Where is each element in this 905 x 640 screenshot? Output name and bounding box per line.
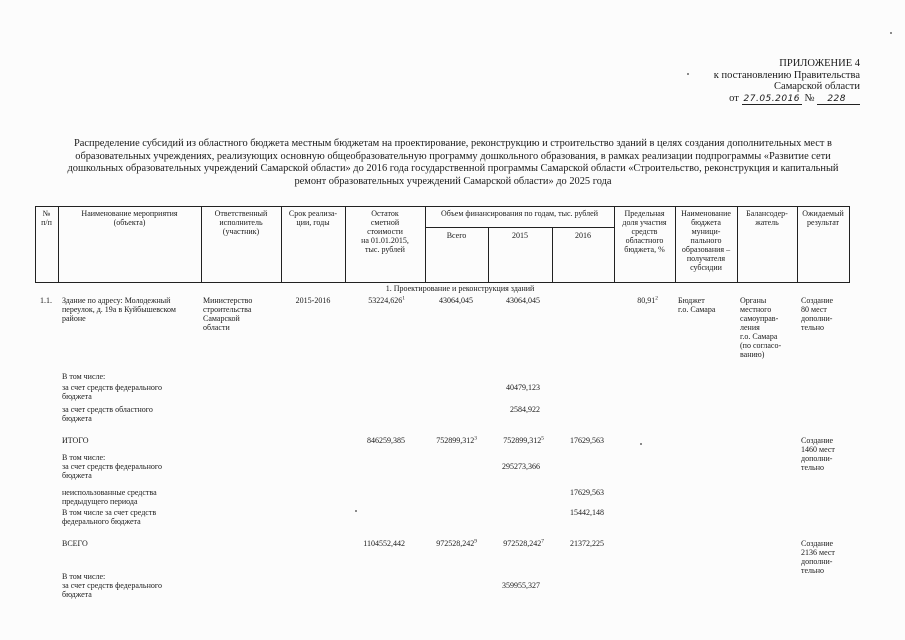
- number-prefix: №: [804, 92, 815, 104]
- grid-line: [35, 282, 849, 283]
- title-line-1: Распределение субсидий из областного бюджета местным бюджетам на проектирование, реконструкцию и строительство зданий в целях создания дополнительных мест в: [74, 138, 832, 149]
- unused-fed-label: В том числе за счет средств федерального бюджета: [62, 508, 157, 526]
- itogo-fed-2015: 295273,366: [502, 462, 540, 471]
- row-1-1-result: Создание 80 мест дополни- тельно: [801, 296, 834, 332]
- appendix-line-2: к постановлению Правительства: [713, 69, 860, 81]
- vsego-balance: 1104552,442: [363, 539, 405, 548]
- row-1-1-2015: 43064,045: [506, 296, 540, 305]
- title-line-2: образовательных учреждениях, реализующих основную общеобразовательную программу дошкольного образования, в рамках реализации подпрограммы «Развитие сети: [75, 150, 831, 162]
- section-title: 1. Проектирование и реконструкция зданий: [385, 284, 535, 293]
- scan-speck: [640, 443, 642, 445]
- row-1-1-balance: 53224,626$^1$: [368, 295, 405, 305]
- row-1-1-fed-2015: 40479,123: [506, 383, 540, 392]
- appendix-line-3: Самарской области: [774, 81, 860, 92]
- itogo-balance: 846259,385: [367, 436, 405, 445]
- row-1-1-reg-label: за счет средств областного бюджета: [62, 405, 153, 423]
- row-1-1-executor: Министерство строительства Самарской области: [203, 296, 253, 332]
- vsego-fed-2015: 359955,327: [502, 581, 540, 590]
- col-2015-header: 2015: [512, 231, 528, 240]
- scan-speck: [687, 73, 689, 75]
- row-1-1-incl-label: В том числе:: [62, 372, 106, 381]
- col-term-header: Срок реализа- ции, годы: [288, 209, 338, 227]
- itogo-2016: 17629,563: [570, 436, 604, 445]
- row-1-1-fed-label: за счет средств федерального бюджета: [62, 383, 162, 401]
- col-2016-header: 2016: [575, 231, 591, 240]
- vsego-2016: 21372,225: [570, 539, 604, 548]
- date-prefix: от: [729, 92, 739, 104]
- grid-line: [35, 206, 849, 207]
- date-value: 27.05.2016: [743, 93, 801, 104]
- unused-2016: 17629,563: [570, 488, 604, 497]
- itogo-label: ИТОГО: [62, 436, 89, 445]
- itogo-incl-label: В том числе:: [62, 453, 106, 462]
- itogo-2015: 752899,312$^5$: [503, 435, 544, 445]
- title-line-3: дошкольных образовательных учреждений Самарской области» до 2016 года государственной программы Самарской области «Строительство, реконструкция и капитальный: [67, 163, 839, 174]
- col-name-header: Наименование мероприятия (объекта): [81, 209, 178, 227]
- number-value: 228: [817, 94, 860, 105]
- row-1-1-term: 2015-2016: [295, 296, 331, 305]
- appendix-title: ПРИЛОЖЕНИЕ 4: [779, 58, 860, 69]
- col-executor-header: Ответственный исполнитель (участник): [214, 209, 268, 236]
- col-num-header: № п/п: [41, 209, 52, 227]
- col-result-header: Ожидаемый результат: [802, 209, 844, 227]
- unused-label: неиспользованные средства предыдущего периода: [62, 488, 157, 506]
- scan-speck: [355, 510, 357, 512]
- row-1-1-reg-2015: 2584,922: [510, 405, 540, 414]
- vsego-label: ВСЕГО: [62, 539, 88, 548]
- row-1-1-holder: Органы местного самоуправ- ления г.о. Самара (по согласо- ванию): [740, 296, 782, 359]
- row-1-1-share: 80,91$^2$: [637, 295, 658, 305]
- itogo-total: 752899,312$^3$: [436, 435, 477, 445]
- row-1-1-name: Здание по адресу: Молодежный переулок, д. 19а в Куйбышевском районе: [62, 296, 176, 323]
- row-1-1-num: 1.1.: [40, 296, 52, 305]
- itogo-result: Создание 1460 мест дополни- тельно: [801, 436, 835, 472]
- vsego-total: 972528,242$^9$: [436, 538, 477, 548]
- document-title: [22, 138, 884, 188]
- row-1-1-total: 43064,045: [439, 296, 473, 305]
- col-share-header: Предельная доля участия средств областного бюджета, %: [622, 209, 667, 254]
- col-balance-header: Остаток сметной стоимости на 01.01.2015, тыс. рублей: [361, 209, 409, 254]
- appendix-date-line: [660, 93, 860, 106]
- appendix-header: [660, 58, 860, 105]
- col-funding-group-header: Объем финансирования по годам, тыс. рублей: [441, 209, 598, 218]
- col-budget-header: Наименование бюджета муници- пального образования – получателя субсидии: [681, 209, 731, 272]
- vsego-incl-label: В том числе:: [62, 572, 106, 581]
- row-1-1-budget: Бюджет г.о. Самара: [678, 296, 716, 314]
- itogo-fed-label: за счет средств федерального бюджета: [62, 462, 162, 480]
- unused-fed-2016: 15442,148: [570, 508, 604, 517]
- vsego-fed-label: за счет средств федерального бюджета: [62, 581, 162, 599]
- vsego-result: Создание 2136 мест дополни- тельно: [801, 539, 835, 575]
- title-line-4: ремонт образовательных учреждений Самарской области» до 2025 года: [294, 175, 612, 187]
- grid-line: [849, 206, 850, 283]
- col-holder-header: Балансодер- жатель: [746, 209, 788, 227]
- scan-speck: [890, 32, 892, 34]
- col-total-header: Всего: [446, 231, 467, 240]
- grid-line: [425, 227, 614, 228]
- vsego-2015: 972528,242$^7$: [503, 538, 544, 548]
